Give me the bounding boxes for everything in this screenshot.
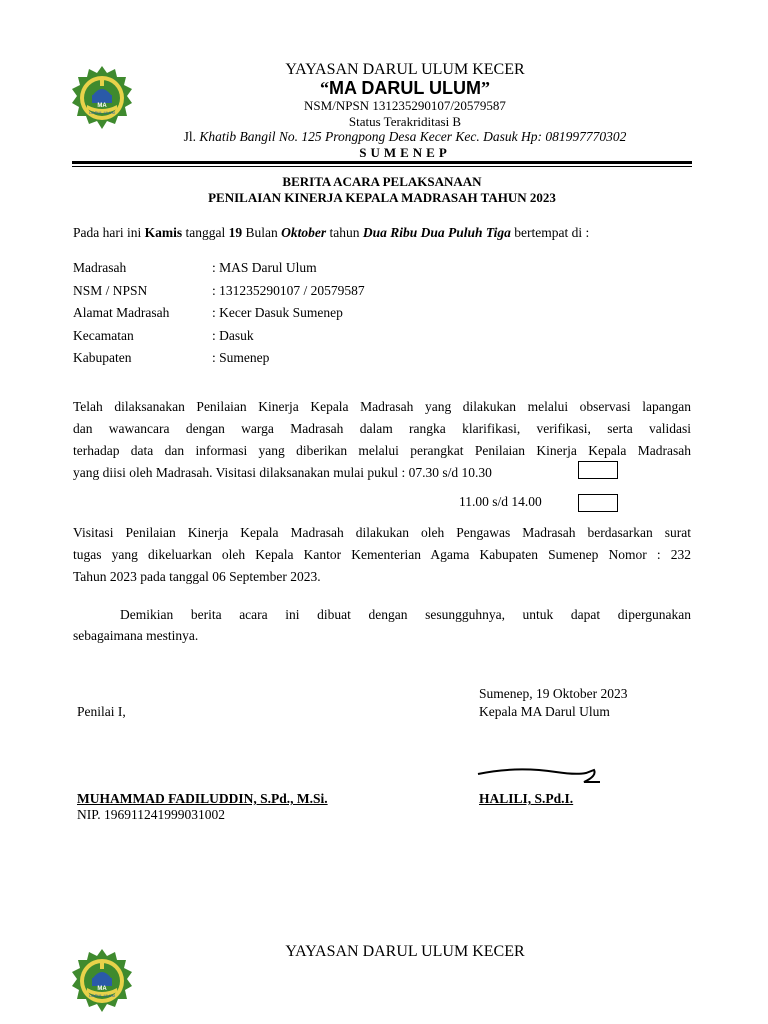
document-title-line2: PENILAIAN KINERJA KEPALA MADRASAH TAHUN 2023 [208,190,556,205]
accreditation-status: Status Terakriditasi B [348,114,462,129]
next-logo-label: MA [97,986,107,992]
school-name-text: MA DARUL ULUM [329,78,481,98]
place-date: Sumenep, 19 Oktober 2023 [479,686,628,701]
detail-label-madrasah: Madrasah [73,260,127,275]
closing-paragraph-line2: sebagaimana mestinya. [73,628,199,643]
body-paragraph-1-line1: Telah dilaksanakan Penilaian Kinerja Kepala Madrasah yang dilakukan melalui observasi lapangan [73,399,691,414]
time-slot-2: 11.00 s/d 14.00 [459,494,542,509]
opening-t4: tahun [326,225,363,240]
detail-label-regency: Kabupaten [73,350,132,365]
detail-value-district: : Dasuk [212,328,254,343]
document-title-line1: BERITA ACARA PELAKSANAAN [282,174,482,189]
city-name: SUMENEP [359,145,451,160]
body-paragraph-1-line3: terhadap data dan informasi yang diberikan melalui perangkat Penilaian Kinerja Kepala Madrasah [73,443,691,458]
detail-label-district: Kecamatan [73,328,134,343]
opening-t3: Bulan [242,225,282,240]
address-text: Khatib Bangil No. 125 Prongpong Desa Kecer Kec. Dasuk Hp: 081997770302 [199,129,627,144]
nsm-npsn: NSM/NPSN 131235290107/20579587 [304,98,506,113]
letterhead-rule-thin [72,166,692,167]
body-paragraph-1-line4: yang diisi oleh Madrasah. Visitasi dilaksanakan mulai pukul : 07.30 s/d 10.30 [73,465,492,480]
letterhead-rule-thick [72,161,692,164]
next-page-foundation-name: YAYASAN DARUL ULUM KECER [285,943,525,960]
right-signer-name: HALILI, S.Pd.I. [479,791,574,806]
next-logo-ribbon: DARUL ULUM [89,993,115,998]
detail-value-regency: : Sumenep [212,350,270,365]
school-name [120,78,690,99]
school-address [100,129,710,145]
detail-value-address: : Kecer Dasuk Sumenep [212,305,343,320]
logo-label: MA [97,103,107,109]
body-paragraph-1-line2: dan wawancara dengan warga Madrasah dalam rangka klarifikasi, verifikasi, serta validasi [73,421,691,436]
opening-sentence [73,225,589,241]
time-checkbox-2[interactable] [578,494,618,512]
left-signer-nip: NIP. 196911241999031002 [77,807,226,822]
detail-label-nsm: NSM / NPSN [73,283,148,298]
right-signer-role: Kepala MA Darul Ulum [479,704,610,719]
opening-month: Oktober [281,225,327,240]
detail-value-nsm: : 131235290107 / 20579587 [212,283,365,298]
logo-ribbon: DARUL ULUM [89,110,115,115]
detail-label-address: Alamat Madrasah [73,305,170,320]
closing-paragraph-line1: Demikian berita acara ini dibuat dengan sesungguhnya, untuk dapat dipergunakan [120,607,691,622]
opening-date: 19 [228,225,243,240]
foundation-name: YAYASAN DARUL ULUM KECER [285,61,525,78]
school-open-quote: “ [320,78,329,98]
opening-t5: bertempat di : [510,225,590,240]
signature-scribble [476,764,601,788]
opening-t2: tanggal [182,225,229,240]
school-close-quote: ” [480,78,490,98]
address-prefix: Jl. [183,129,200,144]
body-paragraph-2-line2: tugas yang dikeluarkan oleh Kepala Kantor Kementerian Agama Kabupaten Sumenep Nomor : 232 [73,547,691,562]
left-signer-name: MUHAMMAD FADILUDDIN, S.Pd., M.Si. [77,791,328,806]
left-signer-role: Penilai I, [77,704,126,719]
detail-value-madrasah: : MAS Darul Ulum [212,260,317,275]
opening-year-words: Dua Ribu Dua Puluh Tiga [362,225,511,240]
body-paragraph-2-line1: Visitasi Penilaian Kinerja Kepala Madrasah dilakukan oleh Pengawas Madrasah berdasarkan surat [73,525,691,540]
body-paragraph-2-line3: Tahun 2023 pada tanggal 06 September 2023. [73,569,321,584]
opening-day: Kamis [144,225,183,240]
time-checkbox-1[interactable] [578,461,618,479]
opening-t1: Pada hari ini [73,225,145,240]
